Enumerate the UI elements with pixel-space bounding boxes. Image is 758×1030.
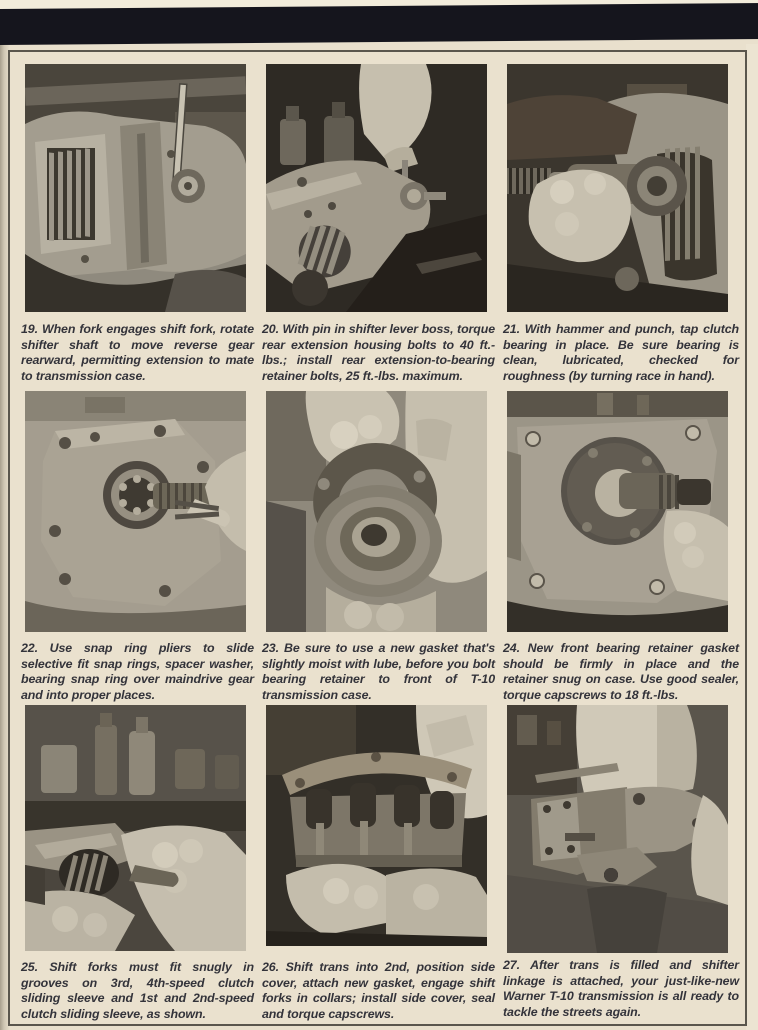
photo-step-22-snap-rings	[25, 391, 246, 632]
caption-step-27: 27. After trans is filled and shifter linkage is attached, your just-like-new Warner T-10 transmission is all ready to tackle the streets again.	[503, 958, 739, 1019]
photo-19-illustration	[25, 64, 246, 312]
caption-step-19: 19. When fork engages shift fork, rotate shifter shaft to move reverse gear rearward, permitting extension to mate to transmission case.	[21, 322, 254, 383]
photo-21-illustration	[507, 64, 728, 312]
photo-26-illustration	[266, 705, 487, 946]
masthead-black-bar	[0, 3, 758, 45]
caption-step-21: 21. With hammer and punch, tap clutch bearing in place. Be sure bearing is clean, lubricated, checked for roughness (by turning race in hand).	[503, 322, 739, 383]
photo-25-illustration	[25, 705, 246, 951]
photo-23-illustration	[266, 391, 487, 632]
right-page-margin	[746, 44, 758, 1030]
caption-step-25: 25. Shift forks must fit snugly in grooves on 3rd, 4th-speed clutch sliding sleeve and 1st and 2nd-speed clutch sliding sleeve, as shown.	[21, 960, 254, 1021]
photo-step-24-retainer-gasket	[507, 391, 728, 632]
photo-24-illustration	[507, 391, 728, 632]
photo-22-illustration	[25, 391, 246, 632]
caption-step-24: 24. New front bearing retainer gasket should be firmly in place and the retainer snug on case. Use good sealer, torque capscrews to 18 ft.-lbs.	[503, 641, 739, 702]
photo-step-23-new-gasket	[266, 391, 487, 632]
photo-step-20-torque-bolts	[266, 64, 487, 312]
photo-27-illustration	[507, 705, 728, 953]
caption-step-26: 26. Shift trans into 2nd, position side cover, attach new gasket, engage shift forks in collars; install side cover, seal and torque capscrews.	[262, 960, 495, 1021]
photo-step-21-tap-bearing	[507, 64, 728, 312]
photo-step-26-side-cover	[266, 705, 487, 946]
photo-step-27-finished-transmission	[507, 705, 728, 953]
caption-step-22: 22. Use snap ring pliers to slide selective fit snap rings, spacer washer, bearing snap ring over maindrive gear and into proper places.	[21, 641, 254, 702]
caption-step-23: 23. Be sure to use a new gasket that's slightly moist with lube, before you bolt bearing retainer to front of T-10 transmission case.	[262, 641, 495, 702]
caption-step-20: 20. With pin in shifter lever boss, torque rear extension housing bolts to 40 ft.-lbs.; install rear extension-to-bearing retainer bolts, 25 ft.-lbs. maximum.	[262, 322, 495, 383]
photo-step-19-shifter-shaft	[25, 64, 246, 312]
photo-step-25-shift-forks	[25, 705, 246, 951]
photo-20-illustration	[266, 64, 487, 312]
